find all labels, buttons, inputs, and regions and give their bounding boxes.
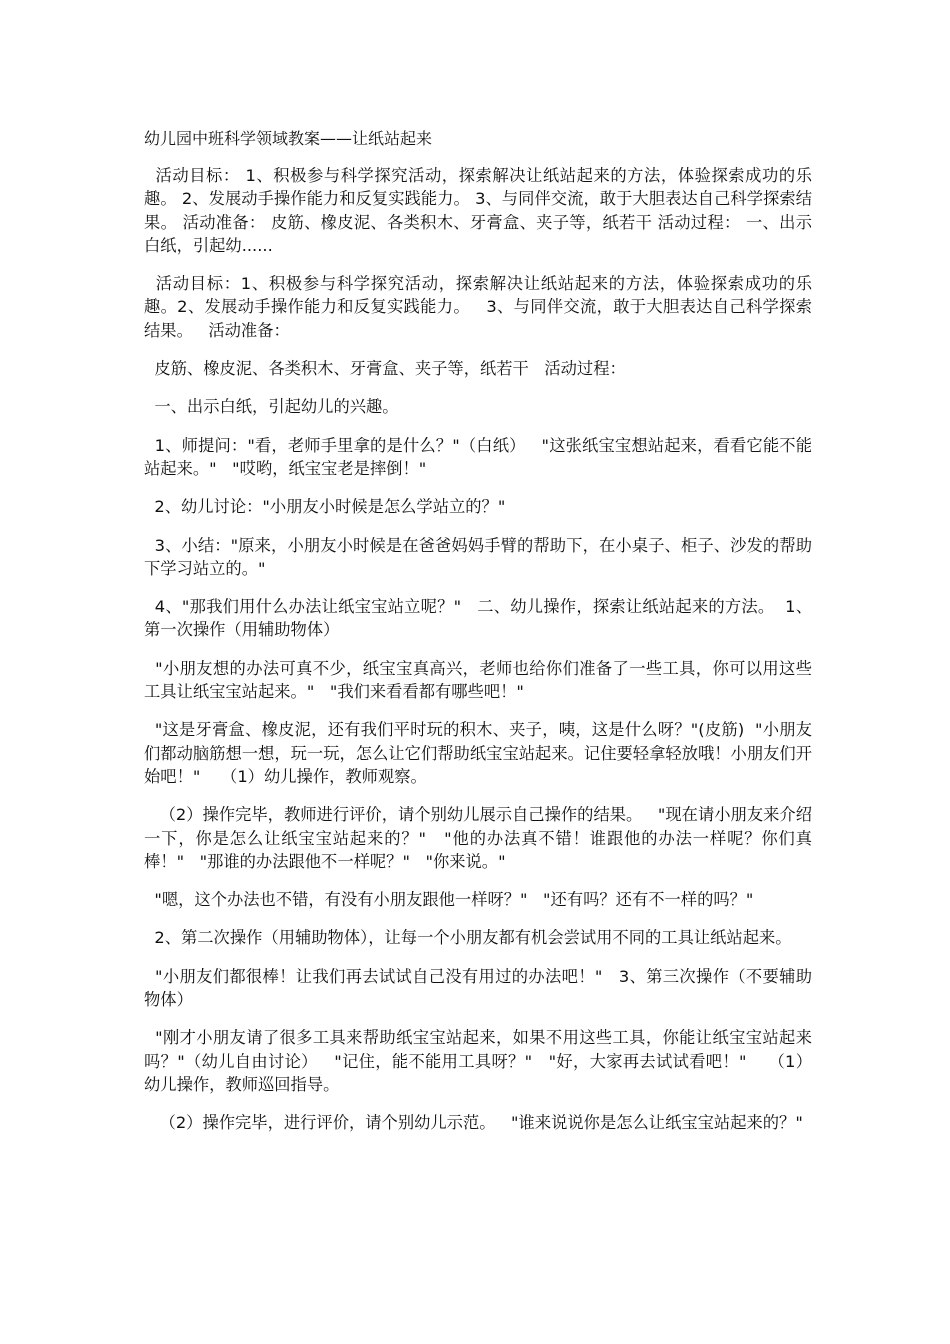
paragraph-summary: 活动目标： 1、积极参与科学探究活动，探索解决让纸站起来的方法，体验探索成功的乐趣。 2、发展动手操作能力和反复实践能力。 3、与同伴交流，敢于大胆表达自己科学探索结果。 活动准备： 皮筋、橡皮泥、各类积木、牙膏盒、夹子等，纸若干 活动过程： 一、出示白纸，引起幼...... xyxy=(144,166,812,255)
document-title: 幼儿园中班科学领域教案——让纸站起来 xyxy=(144,129,433,148)
paragraph-final-evaluation: （2）操作完毕，进行评价，请个别幼儿示范。 "谁来说说你是怎么让纸宝宝站起来的？" xyxy=(144,1113,803,1133)
paragraph-evaluation: （2）操作完毕，教师进行评价，请个别幼儿展示自己操作的结果。 "现在请小朋友来介绍一下，你是怎么让纸宝宝站起来的？" "他的办法真不错！谁跟他的办法一样呢？你们真棒！" "那谁的办法跟他不一样呢？" "你来说。" xyxy=(144,805,812,871)
paragraph-third-operation: "小朋友们都很棒！让我们再去试试自己没有用过的办法吧！" 3、第三次操作（不要辅助物体） xyxy=(144,966,812,1010)
paragraph-follow-up: "嗯，这个办法也不错，有没有小朋友跟他一样呀？" "还有吗？还有不一样的吗？" xyxy=(144,890,754,910)
paragraph-step-1: 一、出示白纸，引起幼儿的兴趣。 xyxy=(144,397,399,417)
document-page xyxy=(144,127,812,1150)
paragraph-goals: 活动目标：1、积极参与科学探究活动，探索解决让纸站起来的方法，体验探索成功的乐趣。2、发展动手操作能力和反复实践能力。 3、与同伴交流，敢于大胆表达自己科学探索结果。 活动准备： xyxy=(144,274,812,340)
paragraph-tools-intro: "小朋友想的办法可真不少，纸宝宝真高兴，老师也给你们准备了一些工具，你可以用这些工具让纸宝宝站起来。" "我们来看看都有哪些吧！" xyxy=(144,658,812,702)
paragraph-second-operation: 2、第二次操作（用辅助物体），让每一个小朋友都有机会尝试用不同的工具让纸站起来。 xyxy=(144,928,792,948)
paragraph-no-tools: "刚才小朋友请了很多工具来帮助纸宝宝站起来，如果不用这些工具，你能让纸宝宝站起来吗？"（幼儿自由讨论） "记住，能不能用工具呀？" "好，大家再去试试看吧！" （1）幼儿操作，教师巡回指导。 xyxy=(144,1028,812,1094)
paragraph-tools-list: "这是牙膏盒、橡皮泥，还有我们平时玩的积木、夹子，咦，这是什么呀？"(皮筋) "小朋友们都动脑筋想一想，玩一玩，怎么让它们帮助纸宝宝站起来。记住要轻拿轻放哦！小朋友们开始吧！" （1）幼儿操作，教师观察。 xyxy=(144,720,812,786)
paragraph-materials: 皮筋、橡皮泥、各类积木、牙膏盒、夹子等，纸若干 活动过程： xyxy=(144,359,626,379)
paragraph-first-operation: 4、"那我们用什么办法让纸宝宝站立呢？" 二、幼儿操作，探索让纸站起来的方法。 1、第一次操作（用辅助物体） xyxy=(144,597,812,640)
paragraph-teacher-question: 1、师提问："看，老师手里拿的是什么？"（白纸） "这张纸宝宝想站起来，看看它能不能站起来。" "哎哟，纸宝宝老是摔倒！" xyxy=(144,435,812,478)
paragraph-summary-note: 3、小结："原来，小朋友小时候是在爸爸妈妈手臂的帮助下，在小桌子、柜子、沙发的帮助下学习站立的。" xyxy=(144,535,812,578)
paragraph-discussion: 2、幼儿讨论："小朋友小时候是怎么学站立的？" xyxy=(144,497,506,517)
